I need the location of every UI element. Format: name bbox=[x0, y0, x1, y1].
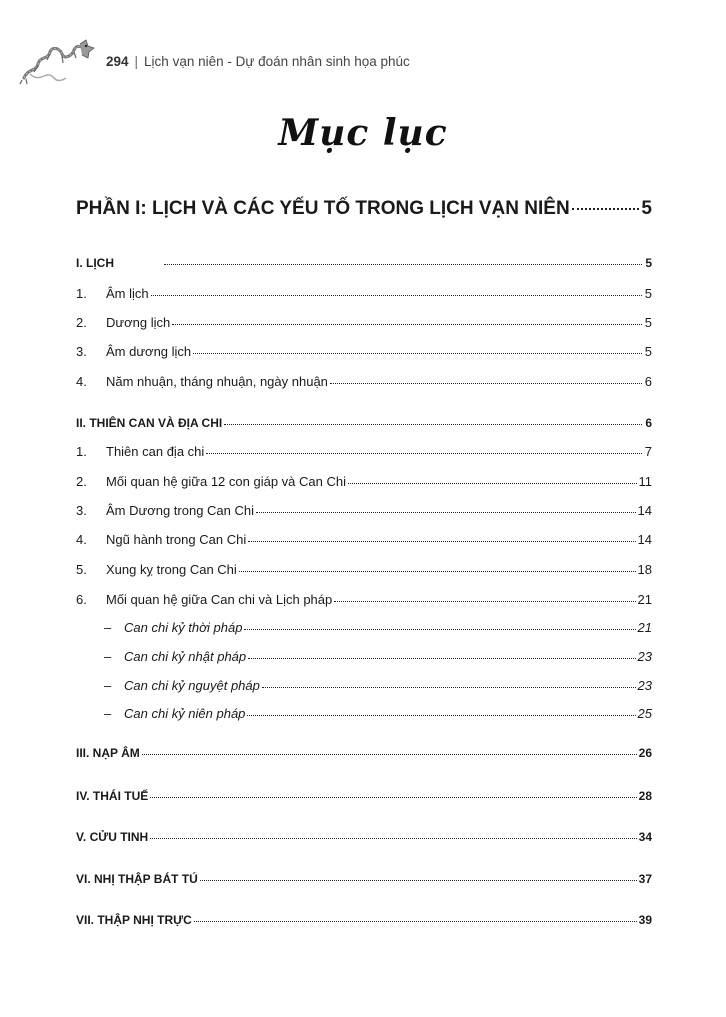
dot-leader bbox=[348, 483, 637, 484]
toc-page: 5 bbox=[644, 286, 652, 301]
toc-subentry[interactable] bbox=[76, 706, 652, 721]
header-separator: | bbox=[134, 54, 139, 69]
dot-leader bbox=[206, 453, 642, 454]
toc-page: 39 bbox=[638, 913, 652, 927]
dot-leader bbox=[150, 797, 636, 798]
dot-leader bbox=[193, 353, 642, 354]
toc-label: Can chi kỷ nguyệt pháp bbox=[124, 678, 260, 693]
part-label: PHẦN I: LỊCH VÀ CÁC YẾU TỐ TRONG LỊCH VẠN NIÊN bbox=[76, 198, 570, 219]
toc-section-nhi-thap-bat-tu[interactable] bbox=[76, 872, 652, 886]
toc-page: 14 bbox=[637, 503, 652, 518]
toc-page: 23 bbox=[637, 678, 652, 693]
toc-label: IV. THÁI TUẾ bbox=[76, 789, 149, 803]
toc-label: Xung kỵ trong Can Chi bbox=[106, 562, 237, 577]
toc-page: 6 bbox=[645, 416, 652, 430]
toc-number: 6. bbox=[76, 592, 87, 607]
toc-number: 1. bbox=[76, 444, 87, 459]
toc-page: 26 bbox=[638, 746, 652, 760]
dot-leader bbox=[247, 715, 635, 716]
page-title: Mục lục bbox=[278, 112, 448, 154]
toc-label: Thiên can địa chi bbox=[106, 444, 205, 459]
toc-label: VII. THẬP NHỊ TRỰC bbox=[76, 913, 192, 927]
dot-leader bbox=[572, 208, 640, 210]
toc-section-thai-tue[interactable] bbox=[76, 789, 652, 803]
toc-page: 7 bbox=[644, 444, 652, 459]
toc-number: 5. bbox=[76, 562, 87, 577]
toc-section-lich[interactable] bbox=[76, 256, 652, 270]
toc-page: 5 bbox=[644, 315, 652, 330]
toc-number: 4. bbox=[76, 532, 87, 547]
toc-entry[interactable] bbox=[76, 503, 652, 518]
toc-dash: – bbox=[104, 620, 112, 635]
toc-page: 28 bbox=[638, 789, 652, 803]
dragon-illustration bbox=[18, 38, 100, 88]
toc-entry[interactable] bbox=[76, 532, 652, 547]
toc-page: 25 bbox=[637, 706, 652, 721]
toc-page: 21 bbox=[637, 592, 652, 607]
toc-label: V. CỬU TINH bbox=[76, 830, 149, 844]
page-number: 294 bbox=[106, 54, 129, 69]
dot-leader bbox=[248, 658, 635, 659]
toc-label: III. NẠP ÂM bbox=[76, 746, 140, 760]
toc-dash: – bbox=[104, 706, 112, 721]
dot-leader bbox=[330, 383, 642, 384]
toc-entry[interactable] bbox=[76, 315, 652, 330]
toc-page: 11 bbox=[638, 474, 652, 489]
dot-leader bbox=[172, 324, 642, 325]
dot-leader bbox=[151, 295, 642, 296]
toc-label: Năm nhuận, tháng nhuận, ngày nhuận bbox=[106, 374, 328, 389]
toc-label: Ngũ hành trong Can Chi bbox=[106, 532, 247, 547]
toc-page: 34 bbox=[638, 830, 652, 844]
toc-page: 5 bbox=[644, 344, 652, 359]
dot-leader bbox=[150, 838, 636, 839]
toc-dash: – bbox=[104, 649, 112, 664]
dot-leader bbox=[142, 754, 637, 755]
dot-leader bbox=[262, 687, 636, 688]
toc-page: 23 bbox=[637, 649, 652, 664]
book-title: Lịch vạn niên - Dự đoán nhân sinh họa phúc bbox=[144, 54, 410, 69]
toc-subentry[interactable] bbox=[76, 620, 652, 635]
toc-entry[interactable] bbox=[76, 474, 652, 489]
toc-label: Mối quan hệ giữa 12 con giáp và Can Chi bbox=[106, 474, 346, 489]
toc-label: I. LỊCH bbox=[76, 256, 114, 270]
part-page-number: 5 bbox=[641, 198, 652, 219]
toc-page: 14 bbox=[637, 532, 652, 547]
toc-entry[interactable] bbox=[76, 592, 652, 607]
running-header bbox=[106, 54, 410, 69]
dot-leader bbox=[256, 512, 636, 513]
toc-number: 3. bbox=[76, 503, 87, 518]
toc-label: VI. NHỊ THẬP BÁT TÚ bbox=[76, 872, 198, 886]
toc-section-thap-nhi-truc[interactable] bbox=[76, 913, 652, 927]
dot-leader bbox=[194, 921, 637, 922]
toc-page: 18 bbox=[637, 562, 652, 577]
toc-number: 2. bbox=[76, 315, 87, 330]
toc-label: Can chi kỷ thời pháp bbox=[124, 620, 243, 635]
toc-number: 3. bbox=[76, 344, 87, 359]
toc-section-nap-am[interactable] bbox=[76, 746, 652, 760]
toc-number: 1. bbox=[76, 286, 87, 301]
toc-number: 4. bbox=[76, 374, 87, 389]
toc-section-cuu-tinh[interactable] bbox=[76, 830, 652, 844]
toc-entry[interactable] bbox=[76, 374, 652, 389]
dot-leader bbox=[164, 264, 642, 265]
toc-label: Dương lịch bbox=[106, 315, 171, 330]
toc-entry[interactable] bbox=[76, 286, 652, 301]
toc-entry[interactable] bbox=[76, 344, 652, 359]
toc-label: Âm lịch bbox=[106, 286, 149, 301]
toc-section-thien-can[interactable] bbox=[76, 416, 652, 430]
toc-label: Âm Dương trong Can Chi bbox=[106, 503, 255, 518]
toc-subentry[interactable] bbox=[76, 678, 652, 693]
toc-label: Âm dương lịch bbox=[106, 344, 192, 359]
toc-number: 2. bbox=[76, 474, 87, 489]
toc-label: Mối quan hệ giữa Can chi và Lịch pháp bbox=[106, 592, 333, 607]
toc-page: 21 bbox=[637, 620, 652, 635]
toc-dash: – bbox=[104, 678, 112, 693]
toc-page: 37 bbox=[638, 872, 652, 886]
toc-page: 5 bbox=[645, 256, 652, 270]
dot-leader bbox=[248, 541, 635, 542]
toc-entry[interactable] bbox=[76, 444, 652, 459]
toc-page: 6 bbox=[644, 374, 652, 389]
page-header bbox=[18, 38, 708, 88]
toc-subentry[interactable] bbox=[76, 649, 652, 664]
dot-leader bbox=[244, 629, 635, 630]
toc-entry[interactable] bbox=[76, 562, 652, 577]
dot-leader bbox=[200, 880, 637, 881]
toc-label: Can chi kỷ nhật pháp bbox=[124, 649, 247, 664]
dot-leader bbox=[224, 424, 642, 425]
toc-label: II. THIÊN CAN VÀ ĐỊA CHI bbox=[76, 416, 223, 430]
part-heading[interactable] bbox=[76, 198, 652, 220]
dot-leader bbox=[334, 601, 635, 602]
dot-leader bbox=[239, 571, 636, 572]
toc-label: Can chi kỷ niên pháp bbox=[124, 706, 246, 721]
